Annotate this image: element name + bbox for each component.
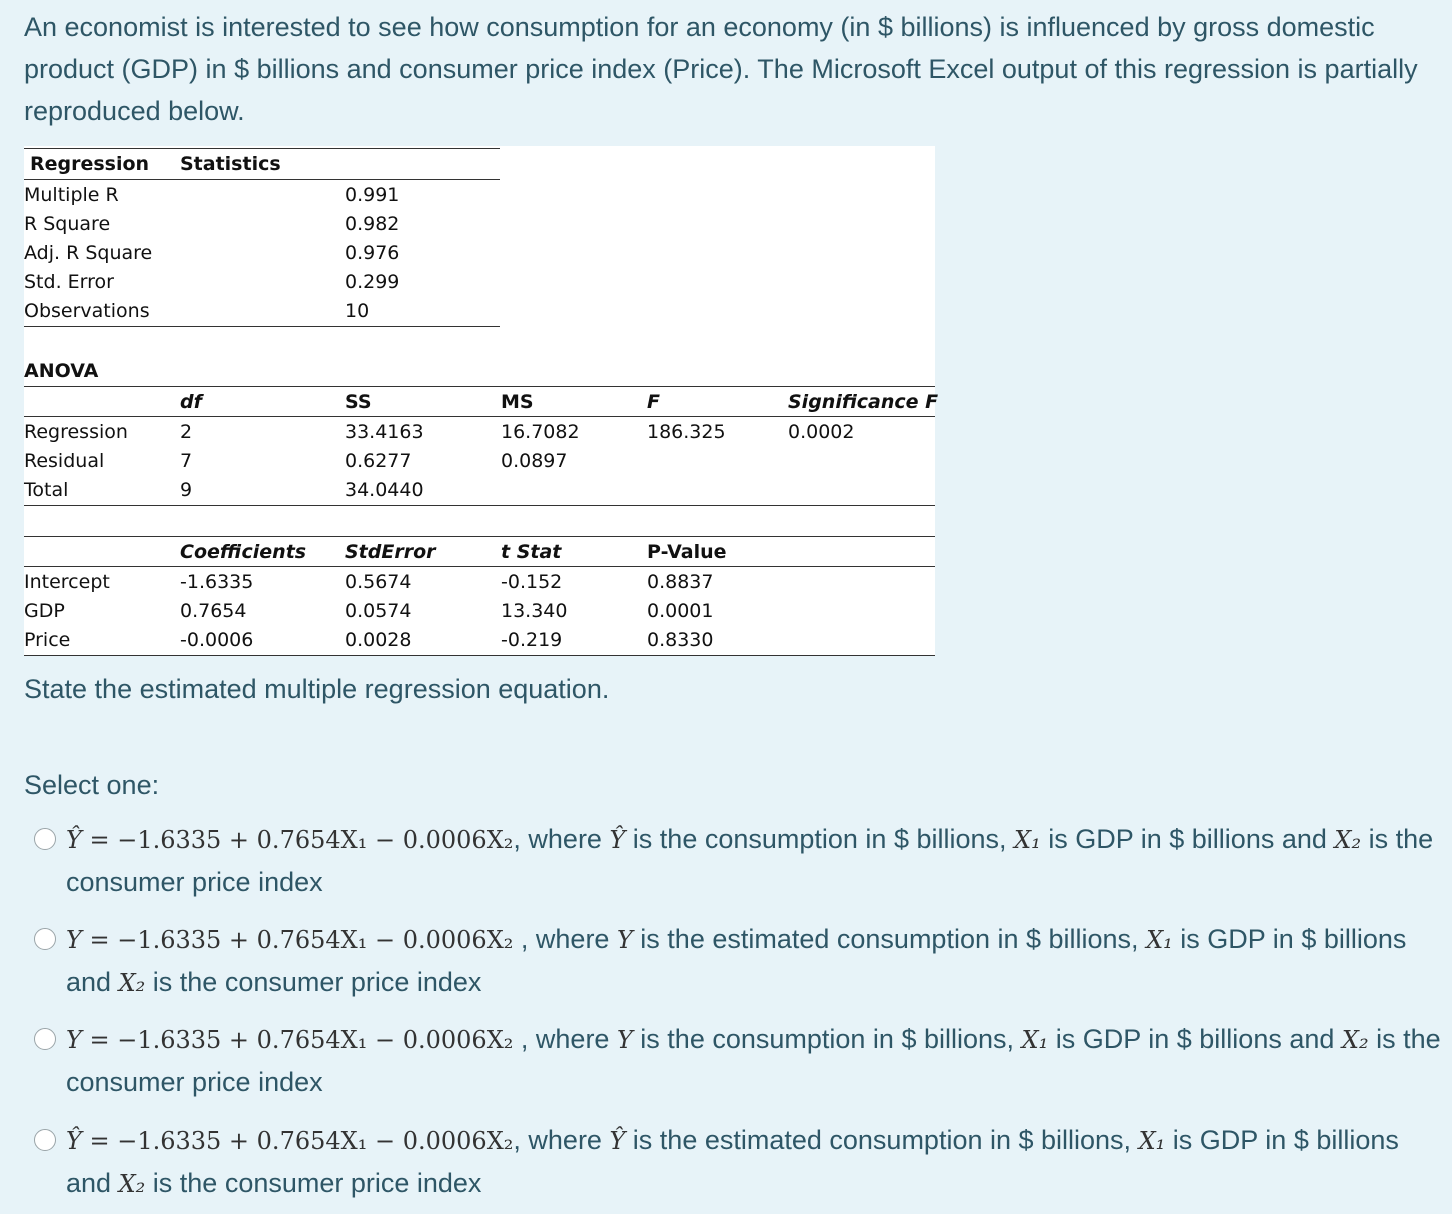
anova-header-f: F — [647, 391, 660, 413]
reg-stats-header-2: Statistics — [180, 153, 281, 175]
coef-cell: -1.6335 — [180, 571, 254, 593]
coef-cell: 0.0574 — [345, 600, 412, 622]
coef-cell: 0.0001 — [647, 600, 714, 622]
reg-stat-value: 0.976 — [345, 242, 400, 264]
coef-cell: -0.0006 — [180, 629, 254, 651]
coef-header-tstat: t Stat — [501, 541, 562, 563]
coef-cell: 13.340 — [501, 600, 568, 622]
anova-cell: 33.4163 — [345, 421, 424, 443]
reg-stat-label: Std. Error — [24, 271, 114, 293]
coef-cell: 0.0028 — [345, 629, 412, 651]
anova-header-sig: Significance F — [788, 391, 939, 413]
coef-cell: -0.152 — [501, 571, 563, 593]
radio-button[interactable] — [34, 1129, 56, 1151]
coef-cell: -0.219 — [501, 629, 563, 651]
reg-stat-label: Multiple R — [24, 184, 119, 206]
reg-stat-label: R Square — [24, 213, 111, 235]
answer-option-text: Ŷ = −1.6335 + 0.7654X₁ − 0.0006X₂, where Ŷ is the consumption in $ billions, X₁ is GDP in $ billions and X₂ is the consumer price index — [66, 824, 1434, 897]
anova-cell: 0.0897 — [501, 450, 568, 472]
coef-row-label: GDP — [24, 600, 65, 622]
coef-row-label: Price — [24, 629, 71, 651]
anova-cell: 7 — [180, 450, 193, 472]
anova-cell: 16.7082 — [501, 421, 580, 443]
question-intro: An economist is interested to see how consumption for an economy (in $ billions) is influenced by gross domestic product (GDP) in $ billions and consumer price index (Price). The Microsoft Excel output of this regression is partially reproduced below. — [24, 12, 1418, 126]
anova-header-ss: SS — [345, 391, 372, 413]
anova-title: ANOVA — [24, 360, 99, 382]
anova-row-label: Regression — [24, 421, 128, 443]
anova-header-ms: MS — [501, 391, 534, 413]
coef-header-coefficients: Coefficients — [180, 541, 307, 563]
coef-cell: 0.7654 — [180, 600, 247, 622]
coef-cell: 0.8837 — [647, 571, 714, 593]
coef-row-label: Intercept — [24, 571, 110, 593]
radio-button[interactable] — [34, 1028, 56, 1050]
select-one-label: Select one: — [24, 770, 160, 800]
anova-row-label: Total — [24, 479, 69, 501]
reg-stats-header-1: Regression — [30, 153, 150, 175]
anova-header-df: df — [180, 391, 202, 413]
answer-option-text: Y = −1.6335 + 0.7654X₁ − 0.0006X₂ , where Y is the estimated consumption in $ billions, X₁ is GDP in $ billions and X₂ is the consumer price index — [66, 924, 1407, 997]
excel-output-image — [24, 146, 939, 656]
reg-stat-value: 0.991 — [345, 184, 400, 206]
answer-option-text: Ŷ = −1.6335 + 0.7654X₁ − 0.0006X₂, where Ŷ is the estimated consumption in $ billions, X₁ is GDP in $ billions and X₂ is the consumer price index — [66, 1125, 1399, 1198]
coef-cell: 0.5674 — [345, 571, 412, 593]
reg-stat-value: 0.982 — [345, 213, 400, 235]
anova-cell: 34.0440 — [345, 479, 424, 501]
reg-stat-value: 10 — [345, 300, 370, 322]
radio-button[interactable] — [34, 828, 56, 850]
reg-stat-value: 0.299 — [345, 271, 400, 293]
reg-stat-label: Adj. R Square — [24, 242, 153, 264]
coef-header-pvalue: P-Value — [647, 541, 727, 563]
anova-row-label: Residual — [24, 450, 105, 472]
reg-stat-label: Observations — [24, 300, 150, 322]
coef-header-stderror: StdError — [345, 541, 436, 563]
coef-cell: 0.8330 — [647, 629, 714, 651]
anova-cell: 9 — [180, 479, 193, 501]
question-prompt: State the estimated multiple regression equation. — [24, 674, 610, 704]
anova-cell: 2 — [180, 421, 193, 443]
radio-button[interactable] — [34, 928, 56, 950]
anova-cell: 0.0002 — [788, 421, 855, 443]
anova-cell: 186.325 — [647, 421, 726, 443]
answer-option-text: Y = −1.6335 + 0.7654X₁ − 0.0006X₂ , where Y is the consumption in $ billions, X₁ is GDP in $ billions and X₂ is the consumer price index — [66, 1024, 1441, 1097]
anova-cell: 0.6277 — [345, 450, 412, 472]
